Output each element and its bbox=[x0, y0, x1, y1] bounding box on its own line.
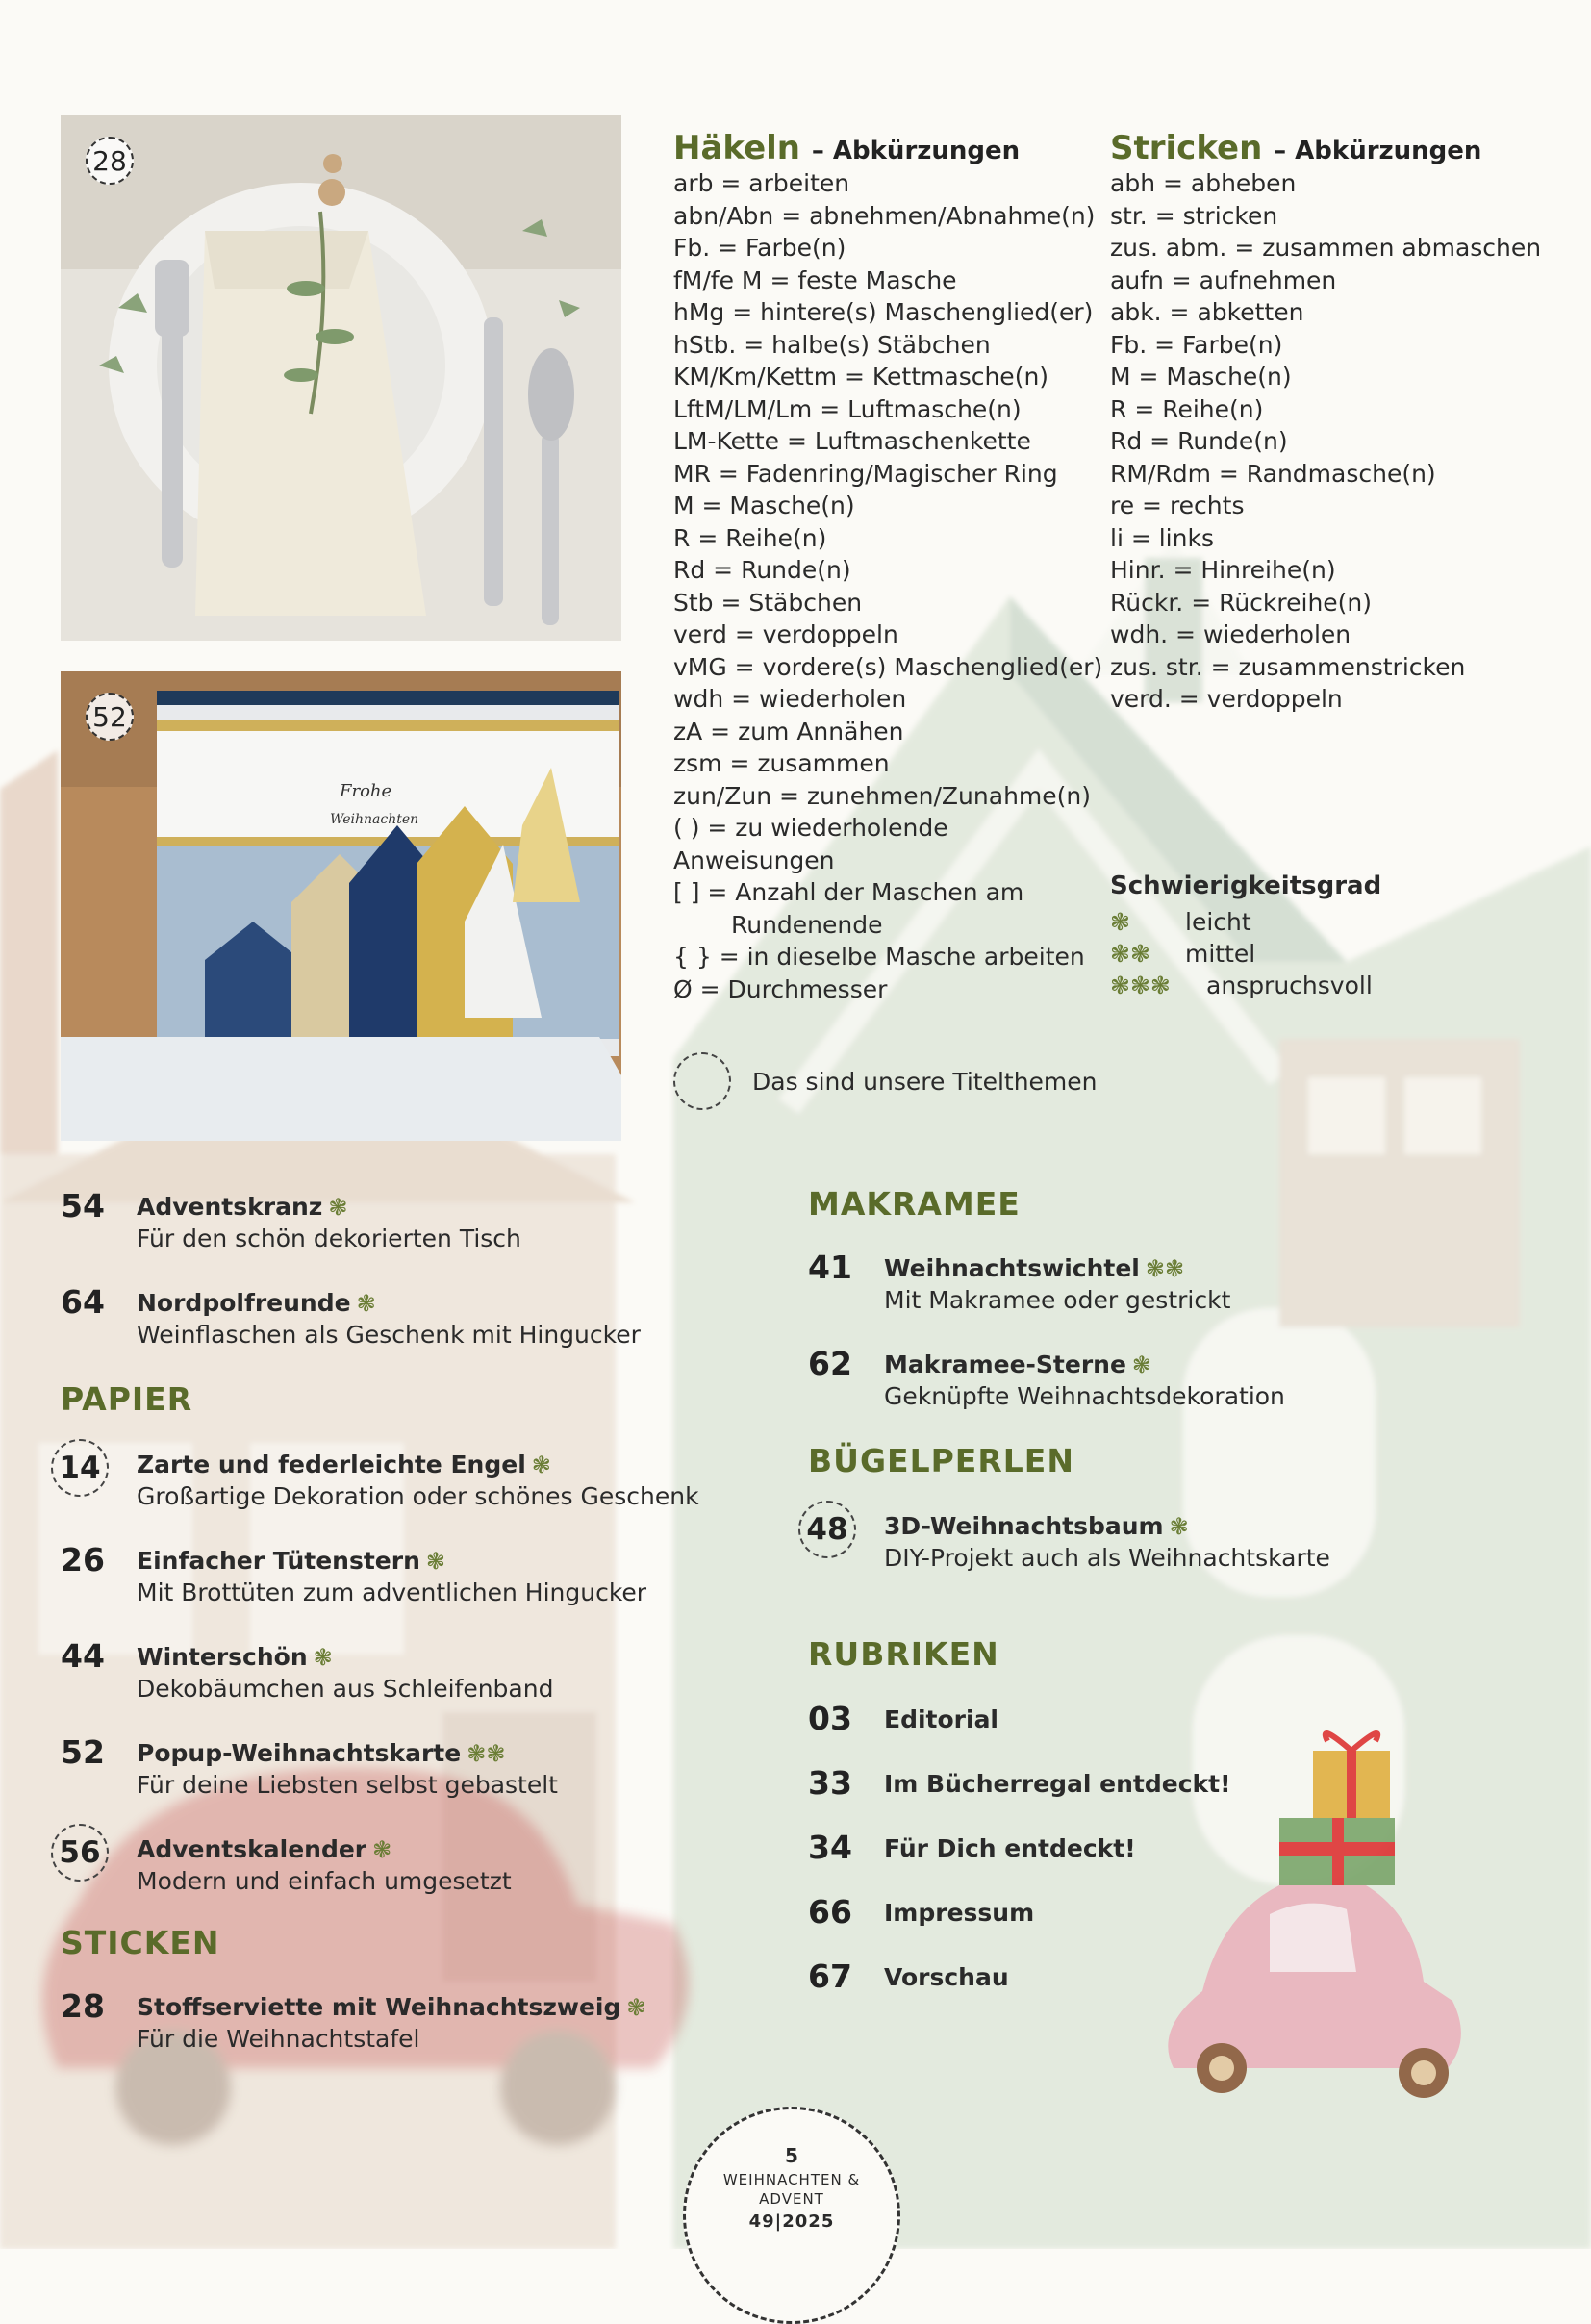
toc-entry bbox=[808, 1958, 1424, 2002]
card-text-line2: Weihnachten bbox=[330, 812, 419, 827]
difficulty-label: anspruchsvoll bbox=[1206, 972, 1373, 999]
entry-title bbox=[884, 1705, 998, 1733]
abbreviation-item: Stb = Stäbchen bbox=[673, 588, 863, 617]
abbreviation-item: vMG = vordere(s) Maschenglied(er) bbox=[673, 652, 1103, 681]
entry-title bbox=[137, 1643, 333, 1671]
abbreviation-item: zA = zum Annähen bbox=[673, 717, 904, 745]
abbreviation-item: str. = stricken bbox=[1110, 201, 1278, 230]
toc-entry bbox=[808, 1249, 1424, 1322]
entry-title-text: Makramee-Sterne bbox=[884, 1351, 1126, 1378]
entry-title-text: Im Bücherregal entdeckt! bbox=[884, 1770, 1231, 1798]
abbreviation-item: MR = Fadenring/Magischer Ring bbox=[673, 459, 1058, 488]
photo-popup-card bbox=[61, 671, 621, 1141]
entry-title-text: Zarte und federleichte Engel bbox=[137, 1451, 526, 1478]
difficulty-label: mittel bbox=[1185, 940, 1256, 968]
difficulty-row bbox=[1110, 972, 1373, 999]
abbreviation-item: [ ] = Anzahl der Maschen am bbox=[673, 878, 1024, 906]
abbreviation-item: KM/Km/Kettm = Kettmasche(n) bbox=[673, 363, 1049, 391]
page-number: 62 bbox=[808, 1345, 852, 1382]
stricken-abbreviations bbox=[1110, 129, 1541, 716]
snowflake-icon: ❃ bbox=[531, 1452, 551, 1478]
toc-entry bbox=[61, 1987, 676, 2060]
abbreviation-item: Fb. = Farbe(n) bbox=[673, 234, 846, 262]
difficulty-title: Schwierigkeitsgrad bbox=[1110, 872, 1382, 900]
entry-description: Großartige Dekoration oder schönes Geschenk bbox=[137, 1482, 699, 1510]
abbreviation-item: ( ) = zu wiederholende bbox=[673, 814, 948, 842]
page-number: 33 bbox=[808, 1764, 852, 1802]
toc-entry bbox=[61, 1835, 676, 1903]
title-topics-legend bbox=[673, 1052, 1098, 1110]
abbreviation-item: abn/Abn = abnehmen/Abnahme(n) bbox=[673, 201, 1096, 230]
toc-right-column bbox=[808, 1185, 1424, 2012]
snowflake-icon: ❃ bbox=[372, 1836, 392, 1863]
page-number: 14 bbox=[51, 1439, 109, 1497]
page-number: 67 bbox=[808, 1958, 852, 1995]
entry-title bbox=[884, 1834, 1136, 1862]
entry-description: Mit Brottüten zum adventlichen Hingucker bbox=[137, 1579, 647, 1606]
card-text-line1: Frohe bbox=[340, 781, 392, 801]
toc-entry bbox=[61, 1637, 676, 1710]
entry-title-text: 3D-Weihnachtsbaum bbox=[884, 1512, 1164, 1540]
difficulty-rows bbox=[1110, 900, 1381, 1006]
entry-title bbox=[137, 1547, 445, 1575]
abbreviation-item: Rd = Runde(n) bbox=[1110, 427, 1288, 455]
abbreviation-item: verd. = verdoppeln bbox=[1110, 685, 1343, 713]
dashed-circle-icon bbox=[673, 1052, 731, 1110]
abbreviation-item: re = rechts bbox=[1110, 492, 1245, 519]
abbreviation-item: verd = verdoppeln bbox=[673, 620, 898, 648]
toc-left-column bbox=[59, 1187, 699, 2078]
abbreviation-item: LM-Kette = Luftmaschenkette bbox=[673, 427, 1031, 455]
entry-title-text: Für Dich entdeckt! bbox=[884, 1834, 1136, 1862]
entry-description: Geknüpfte Weihnachtsdekoration bbox=[884, 1382, 1285, 1410]
popup-card-illustration bbox=[61, 671, 621, 1141]
abbreviation-item: zus. abm. = zusammen abmaschen bbox=[1110, 234, 1542, 262]
section-heading: RUBRIKEN bbox=[808, 1635, 999, 1673]
entry-description: Modern und einfach umgesetzt bbox=[137, 1867, 512, 1895]
page-number: 44 bbox=[61, 1637, 105, 1675]
page-number: 03 bbox=[808, 1700, 852, 1737]
entry-title bbox=[137, 1835, 391, 1863]
abbreviation-item: R = Reihe(n) bbox=[1110, 394, 1264, 423]
snowflake-icon: ❃ bbox=[1131, 1351, 1152, 1378]
abbreviation-item: li = links bbox=[1110, 523, 1214, 552]
entry-title bbox=[884, 1963, 1009, 1991]
entry-title-text: Adventskalender bbox=[137, 1835, 367, 1863]
page-number: 34 bbox=[808, 1829, 852, 1866]
difficulty-legend bbox=[1110, 872, 1381, 1006]
difficulty-row bbox=[1110, 940, 1256, 968]
abbreviation-item: fM/fe M = feste Masche bbox=[673, 265, 957, 294]
abbreviation-item: LftM/LM/Lm = Luftmasche(n) bbox=[673, 394, 1022, 423]
entry-title bbox=[137, 1451, 551, 1478]
page-number: 56 bbox=[51, 1824, 109, 1882]
snowflake-icon: ❃ bbox=[313, 1644, 333, 1671]
haekeln-abbreviations bbox=[673, 129, 1102, 1005]
entry-description: Für die Weihnachtstafel bbox=[137, 2025, 420, 2053]
issue-number: 49|2025 bbox=[748, 2211, 835, 2232]
entry-title bbox=[137, 1993, 646, 2021]
snowflake-icon: ❃ bbox=[328, 1194, 348, 1221]
toc-entry bbox=[808, 1893, 1424, 1937]
abbreviation-item: R = Reihe(n) bbox=[673, 523, 827, 552]
abbreviation-item: zun/Zun = zunehmen/Zunahme(n) bbox=[673, 781, 1091, 810]
toc-entry bbox=[61, 1187, 676, 1260]
entry-description: Für den schön dekorierten Tisch bbox=[137, 1225, 521, 1252]
entry-description: Für deine Liebsten selbst gebastelt bbox=[137, 1771, 558, 1799]
difficulty-row bbox=[1110, 908, 1251, 936]
toc-entry bbox=[808, 1700, 1424, 1744]
snowflake-icon: ❃❃ bbox=[1110, 940, 1150, 968]
page-badge-52: 52 bbox=[86, 693, 134, 741]
abbreviation-item: Rd = Runde(n) bbox=[673, 556, 851, 584]
entry-title-text: Popup-Weihnachtskarte bbox=[137, 1739, 462, 1767]
snowflake-icon: ❃ bbox=[626, 1994, 646, 2021]
entry-title-text: Adventskranz bbox=[137, 1193, 323, 1221]
magazine-name-line2: ADVENT bbox=[759, 2190, 824, 2208]
entry-title-text: Editorial bbox=[884, 1705, 999, 1733]
snowflake-icon: ❃ bbox=[1110, 908, 1130, 936]
section-heading: STICKEN bbox=[61, 1924, 220, 1961]
page-number: 54 bbox=[61, 1187, 105, 1225]
abbreviation-item: abh = abheben bbox=[1110, 169, 1297, 197]
abbreviation-item: aufn = aufnehmen bbox=[1110, 265, 1337, 294]
stricken-heading: Stricken – Abkürzungen bbox=[1110, 129, 1482, 167]
page-number: 41 bbox=[808, 1249, 852, 1286]
photo-table-setting bbox=[61, 115, 621, 641]
magazine-name-line1: WEIHNACHTEN & bbox=[722, 2171, 861, 2188]
abbreviation-item: Ø = Durchmesser bbox=[673, 974, 888, 1003]
entry-title bbox=[137, 1289, 376, 1317]
page-number: 28 bbox=[61, 1987, 105, 2025]
abbreviation-item: zsm = zusammen bbox=[673, 749, 890, 777]
entry-title-text: Vorschau bbox=[884, 1963, 1009, 1991]
section-heading: BÜGELPERLEN bbox=[808, 1442, 1074, 1479]
abbreviation-item: wdh = wiederholen bbox=[673, 685, 907, 713]
abbreviation-item: Anweisungen bbox=[673, 846, 835, 874]
entry-title bbox=[884, 1899, 1034, 1927]
page-footer-badge bbox=[683, 2107, 900, 2324]
abbreviation-item: Rückr. = Rückreihe(n) bbox=[1110, 588, 1373, 617]
snowflake-icon: ❃❃❃ bbox=[1110, 972, 1171, 999]
page-number: 66 bbox=[808, 1893, 852, 1931]
snowflake-icon: ❃ bbox=[1169, 1513, 1189, 1540]
snowflake-icon: ❃❃ bbox=[467, 1740, 506, 1767]
toc-entry bbox=[61, 1733, 676, 1806]
entry-title-text: Winterschön bbox=[137, 1643, 308, 1671]
entry-title bbox=[884, 1512, 1189, 1540]
entry-title-text: Weihnachtswichtel bbox=[884, 1254, 1140, 1282]
entry-description: Mit Makramee oder gestrickt bbox=[884, 1286, 1231, 1314]
toc-entry bbox=[808, 1512, 1424, 1579]
legend-label: Das sind unsere Titelthemen bbox=[752, 1067, 1098, 1096]
toc-entry bbox=[61, 1541, 676, 1614]
entry-title bbox=[884, 1254, 1184, 1282]
section-heading: PAPIER bbox=[61, 1380, 193, 1418]
haekeln-heading: Häkeln – Abkürzungen bbox=[673, 129, 1021, 167]
snowflake-icon: ❃❃ bbox=[1145, 1255, 1185, 1282]
toc-entry bbox=[808, 1829, 1424, 1873]
entry-title bbox=[884, 1351, 1151, 1378]
abbreviation-item: zus. str. = zusammenstricken bbox=[1110, 652, 1466, 681]
entry-title bbox=[137, 1193, 347, 1221]
entry-title-text: Stoffserviette mit Weihnachtszweig bbox=[137, 1993, 621, 2021]
abbreviation-item: wdh. = wiederholen bbox=[1110, 620, 1351, 648]
entry-title-text: Einfacher Tütenstern bbox=[137, 1547, 420, 1575]
abbreviation-item: RM/Rdm = Randmasche(n) bbox=[1110, 459, 1436, 488]
page-number: 52 bbox=[61, 1733, 105, 1771]
toc-entry bbox=[808, 1764, 1424, 1808]
entry-description: DIY-Projekt auch als Weihnachtskarte bbox=[884, 1544, 1330, 1572]
haekeln-list bbox=[673, 167, 1102, 1005]
snowflake-icon: ❃ bbox=[425, 1548, 445, 1575]
napkin-plate-illustration bbox=[61, 115, 621, 641]
entry-description: Dekobäumchen aus Schleifenband bbox=[137, 1675, 554, 1703]
section-heading: MAKRAMEE bbox=[808, 1185, 1021, 1223]
toc-entry bbox=[59, 1451, 699, 1518]
toc-entry bbox=[808, 1345, 1424, 1418]
page-number: 64 bbox=[61, 1283, 105, 1321]
abbreviation-item: Fb. = Farbe(n) bbox=[1110, 330, 1283, 359]
stricken-list bbox=[1110, 167, 1541, 716]
snowflake-icon: ❃ bbox=[356, 1290, 376, 1317]
entry-description: Weinflaschen als Geschenk mit Hingucker bbox=[137, 1321, 641, 1349]
abbreviation-item: Hinr. = Hinreihe(n) bbox=[1110, 556, 1336, 584]
abbreviation-item: { } = in dieselbe Masche arbeiten bbox=[673, 943, 1085, 971]
page-number: 5 bbox=[785, 2144, 798, 2167]
abbreviation-item: hMg = hintere(s) Maschenglied(er) bbox=[673, 298, 1094, 326]
entry-title-text: Nordpolfreunde bbox=[137, 1289, 351, 1317]
page-badge-28: 28 bbox=[86, 137, 134, 185]
entry-title bbox=[137, 1739, 505, 1767]
abbreviation-item: M = Masche(n) bbox=[1110, 363, 1292, 391]
difficulty-label: leicht bbox=[1185, 908, 1251, 936]
page-number: 48 bbox=[798, 1501, 856, 1558]
entry-title-text: Impressum bbox=[884, 1899, 1035, 1927]
abbreviation-item: hStb. = halbe(s) Stäbchen bbox=[673, 330, 991, 359]
abbreviation-item: Rundenende bbox=[731, 910, 883, 939]
abbreviation-item: M = Masche(n) bbox=[673, 492, 855, 519]
toc-entry bbox=[61, 1283, 676, 1356]
abbreviation-item: arb = arbeiten bbox=[673, 169, 850, 197]
entry-title bbox=[884, 1770, 1231, 1798]
page-number: 26 bbox=[61, 1541, 105, 1579]
abbreviation-item: abk. = abketten bbox=[1110, 298, 1304, 326]
